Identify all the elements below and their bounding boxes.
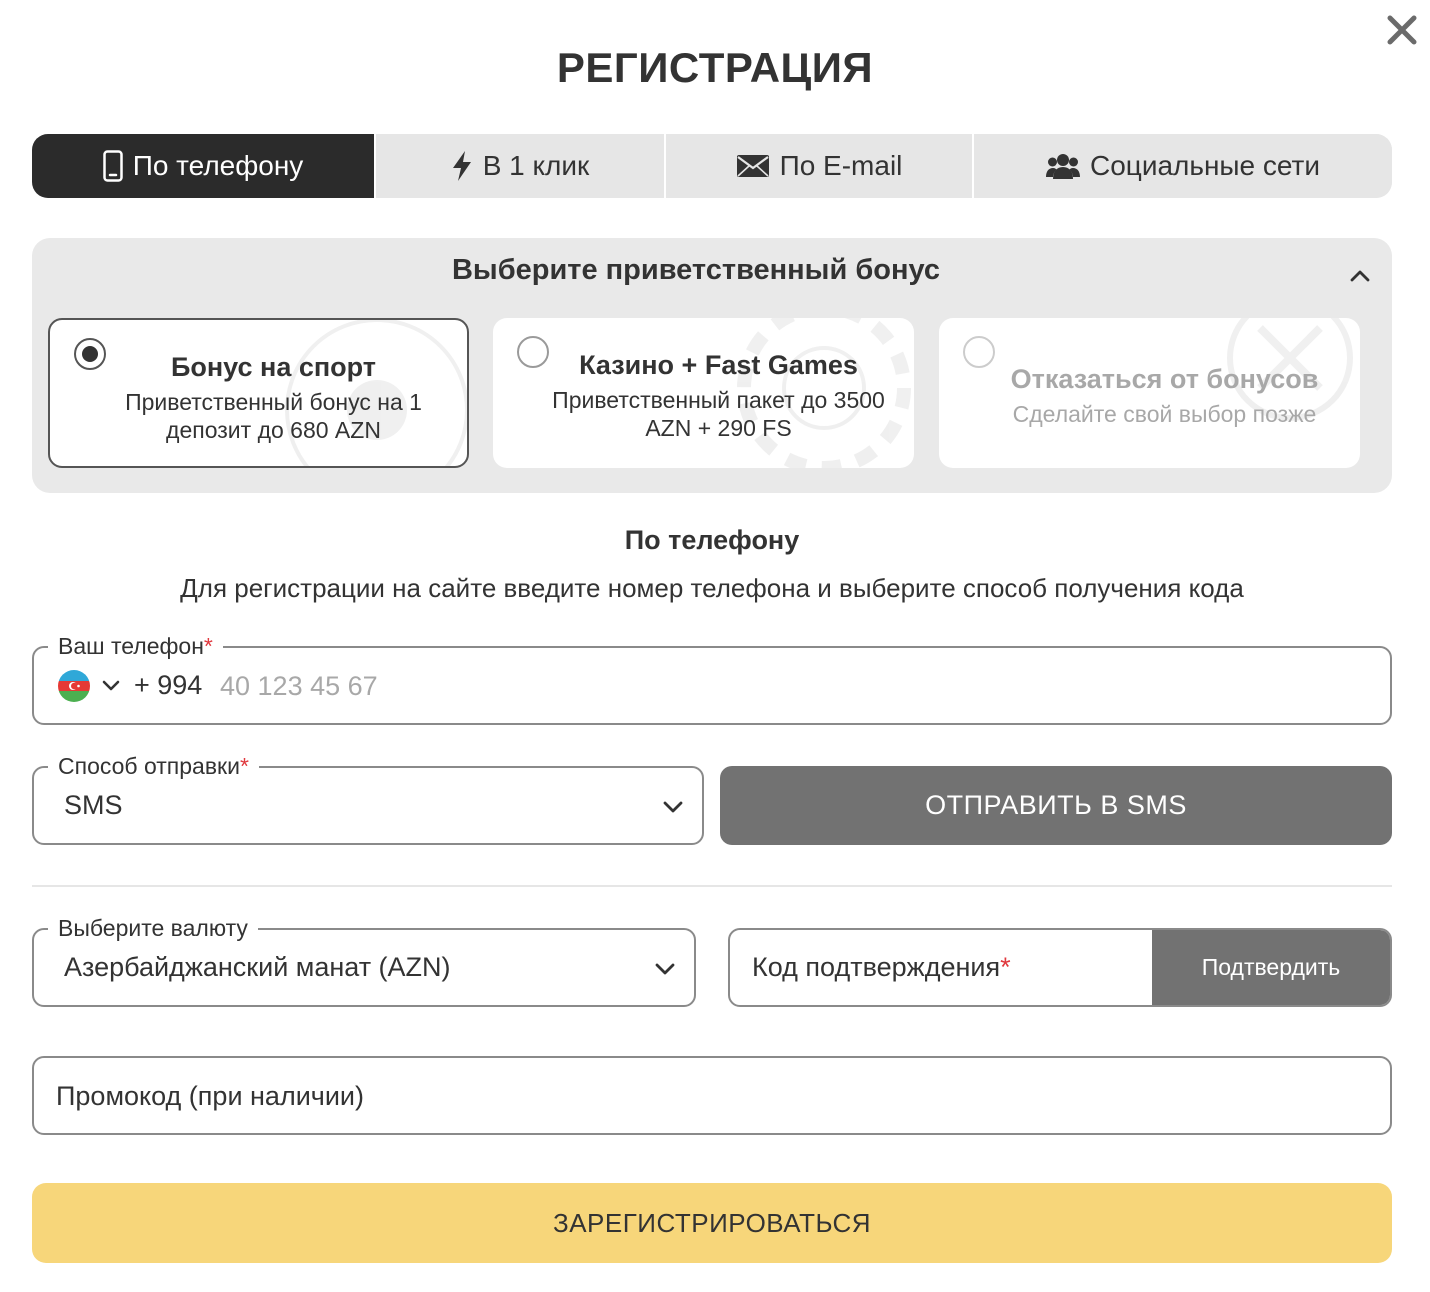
registration-tabs [32, 134, 1392, 198]
required-mark: * [239, 753, 249, 779]
bonus-option-description: Приветственный пакет до 3500 AZN + 290 FS [552, 387, 885, 441]
required-mark: * [1000, 952, 1011, 982]
register-button[interactable]: ЗАРЕГИСТРИРОВАТЬСЯ [32, 1183, 1392, 1263]
tab-one-click-label: В 1 клик [482, 150, 590, 181]
tab-phone[interactable] [32, 134, 374, 198]
confirmation-code-field[interactable] [728, 928, 1392, 1007]
bonus-option-decline[interactable] [939, 318, 1360, 468]
envelope-icon [736, 153, 770, 179]
mobile-phone-icon [103, 150, 123, 182]
bonus-option-description: Сделайте свой выбор позже [1012, 401, 1317, 427]
promo-field [32, 1056, 1392, 1135]
send-method-value: SMS [64, 790, 123, 820]
tab-email-label: По E-mail [779, 150, 903, 181]
users-group-icon [1046, 152, 1080, 180]
bonus-option-casino[interactable] [493, 318, 914, 468]
azerbaijan-flag-icon[interactable] [58, 670, 90, 702]
bonus-option-title: Казино + Fast Games [579, 350, 858, 380]
confirmation-code-placeholder: Код подтверждения* [752, 952, 1011, 982]
phone-input[interactable] [220, 666, 1360, 706]
chevron-down-icon[interactable] [100, 674, 122, 696]
close-icon [1384, 12, 1420, 48]
send-sms-button[interactable]: ОТПРАВИТЬ В SMS [720, 766, 1392, 845]
phone-field [32, 633, 1392, 725]
section-title: По телефону [624, 525, 800, 555]
bonus-panel-title: Выберите приветственный бонус [451, 254, 940, 286]
tab-one-click[interactable] [374, 134, 664, 198]
promo-input[interactable] [56, 1076, 1356, 1116]
welcome-bonus-panel [32, 238, 1392, 493]
tab-social[interactable] [972, 134, 1392, 198]
phone-label: Ваш телефон* [48, 632, 223, 660]
tab-social-label: Социальные сети [1089, 150, 1320, 181]
bonus-option-title: Бонус на спорт [170, 352, 377, 382]
bonus-option-description: Приветственный бонус на 1 депозит до 680 AZN [125, 389, 422, 443]
send-method-select[interactable] [32, 753, 704, 845]
currency-select[interactable] [32, 915, 696, 1007]
bonus-option-sport[interactable] [48, 318, 469, 468]
chevron-down-icon [660, 794, 686, 820]
tab-phone-label: По телефону [132, 150, 304, 181]
chevron-up-icon[interactable] [1346, 262, 1374, 290]
close-button[interactable] [1384, 12, 1420, 48]
send-method-label: Способ отправки* [48, 752, 259, 780]
required-mark: * [203, 633, 213, 659]
country-code: + 994 [134, 670, 203, 700]
currency-label: Выберите валюту [48, 914, 258, 942]
tab-email[interactable] [664, 134, 972, 198]
confirm-button[interactable]: Подтвердить [1152, 930, 1390, 1005]
modal-title: РЕГИСТРАЦИЯ [556, 44, 874, 91]
section-description: Для регистрации на сайте введите номер телефона и выберите способ получения кода [180, 573, 1244, 603]
bonus-option-title: Отказаться от бонусов [1010, 364, 1319, 394]
chevron-down-icon [652, 956, 678, 982]
currency-value: Азербайджанский манат (AZN) [64, 952, 451, 982]
divider [32, 885, 1392, 887]
lightning-bolt-icon [451, 150, 473, 182]
